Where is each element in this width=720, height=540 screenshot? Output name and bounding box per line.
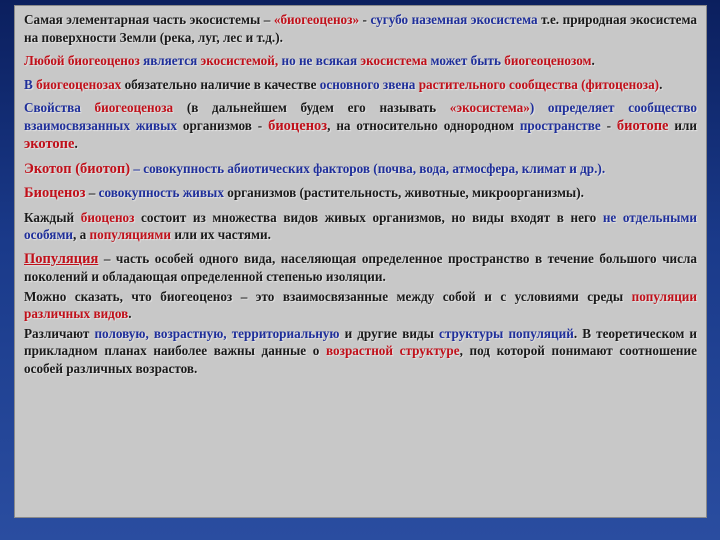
p6-term-biocenosis: Биоценоз <box>24 185 86 201</box>
p9-term-populations-of-species: популяции различных видов <box>24 288 697 321</box>
p6-text-b: – <box>85 185 99 200</box>
p2-term-ecosystem: экосистемой, <box>200 53 279 68</box>
p10-text-c: и другие виды <box>339 325 439 341</box>
p1-text-c: - <box>359 12 371 27</box>
p7-text-c: состоит из множества видов живых организмов, но виды входят в него <box>134 209 603 225</box>
p4-text-i: , на относительно однородном <box>327 117 520 133</box>
p4-term-community: сообщество взаимосвязанных живых <box>24 100 697 133</box>
p6-term-living-community: совокупность живых <box>98 185 224 200</box>
paragraph-7 <box>24 209 697 244</box>
p9-text-c: . <box>128 306 132 321</box>
p1-text-e: т.е. природная экосистема на поверхности Земли (река, луг, лес и т.д.). <box>24 12 698 45</box>
term-terrestrial-ecosystem: сугубо наземная экосистема <box>370 12 538 27</box>
paragraph-6 <box>24 184 697 203</box>
p5-definition: – совокупность абиотических факторов (почва, вода, атмосфера, климат и др.). <box>130 160 606 176</box>
p10-term-structure-types: половую, возрастную, территориальную <box>94 325 340 341</box>
p4-term-ecosystem: «экосистема» <box>449 100 530 115</box>
p2-term-biogeocenosis: биогеоценоз <box>67 53 140 68</box>
p2-term-biogeocenosis-2: биогеоценозом <box>504 53 592 68</box>
p8-term-population: Популяция <box>24 250 99 267</box>
p4-term-ecotope: экотопе <box>24 136 75 152</box>
p2-text-e: но не всякая <box>278 53 361 68</box>
p2-text-c: является <box>139 53 201 68</box>
p10-term-population-structure: структуры популяций <box>438 325 574 341</box>
p7-term-biocenosis: биоценоз <box>80 209 135 225</box>
p3-term-biogeocenoses: биогеоценозах <box>36 76 122 92</box>
p4-text-m: или <box>668 117 697 133</box>
p1-text-a: Самая элементарная часть экосистемы – <box>24 12 274 27</box>
p10-text-g: , под которой понимают соотношение особей различных возрастов. <box>24 343 697 376</box>
p2-text-g: может быть <box>427 53 505 68</box>
p4-term-biotope: биотопе <box>616 117 669 134</box>
p7-text-g: или их частями. <box>171 227 271 242</box>
p5-term-ecotope: Экотоп (биотоп) <box>24 160 131 177</box>
paragraph-9 <box>24 288 697 323</box>
p4-term-biocenosis: биоценоз <box>268 117 328 134</box>
p4-text-o: . <box>74 136 78 151</box>
p3-text-f: . <box>659 76 663 92</box>
paragraph-5 <box>24 160 697 179</box>
p2-term-ecosystem-2: экосистема <box>360 53 428 68</box>
p4-term-space: пространстве <box>519 117 601 133</box>
p4-text-g: организмов - <box>177 117 269 133</box>
p4-term-biogeocenosis: биогеоценоза <box>94 100 174 115</box>
p4-text-c: (в дальнейшем будем его называть <box>173 100 450 115</box>
p3-text-a: В <box>24 76 37 92</box>
p10-text-a: Различают <box>24 325 95 341</box>
p10-term-age-structure: возрастной структуре <box>326 343 460 358</box>
p7-text-e: , а <box>73 227 90 242</box>
p3-text-c: обязательно наличие в качестве <box>121 76 320 92</box>
p4-text-e: ) определяет <box>529 100 629 115</box>
paragraph-1 <box>24 11 697 46</box>
p3-term-main-link: основного звена <box>319 76 416 92</box>
p6-text-d: организмов (растительность, животные, микроорганизмы). <box>223 185 584 200</box>
p10-text-e: . В теоретическом и прикладном планах наиболее важны данные о <box>24 325 698 358</box>
p3-term-phytocenosis: растительного сообщества (фитоценоза) <box>415 76 660 92</box>
p8-definition: – часть особей одного вида, населяющая определенное пространство в течение большого числа поколений и обладающая определенной степенью изоляции. <box>24 250 697 284</box>
p7-term-populations: популяциями <box>89 227 172 242</box>
paragraph-3 <box>24 76 697 94</box>
p2-text-a: Любой <box>24 53 68 68</box>
p4-text-k: - <box>600 117 617 133</box>
paragraph-2 <box>24 52 697 70</box>
p9-text-a: Можно сказать, что биогеоценоз – это взаимосвязанные между собой и с условиями среды <box>24 288 632 304</box>
p4-text-a: Свойства <box>24 100 95 115</box>
p7-term-not-individuals: не отдельными особями <box>24 209 697 242</box>
p2-text-i: . <box>591 53 595 68</box>
p7-text-a: Каждый <box>24 209 81 225</box>
term-biogeocenosis: «биогеоценоз» <box>273 12 360 27</box>
paragraph-10 <box>24 325 697 378</box>
paragraph-8 <box>24 250 697 286</box>
paragraph-4 <box>24 99 697 154</box>
slide-content <box>14 5 707 518</box>
